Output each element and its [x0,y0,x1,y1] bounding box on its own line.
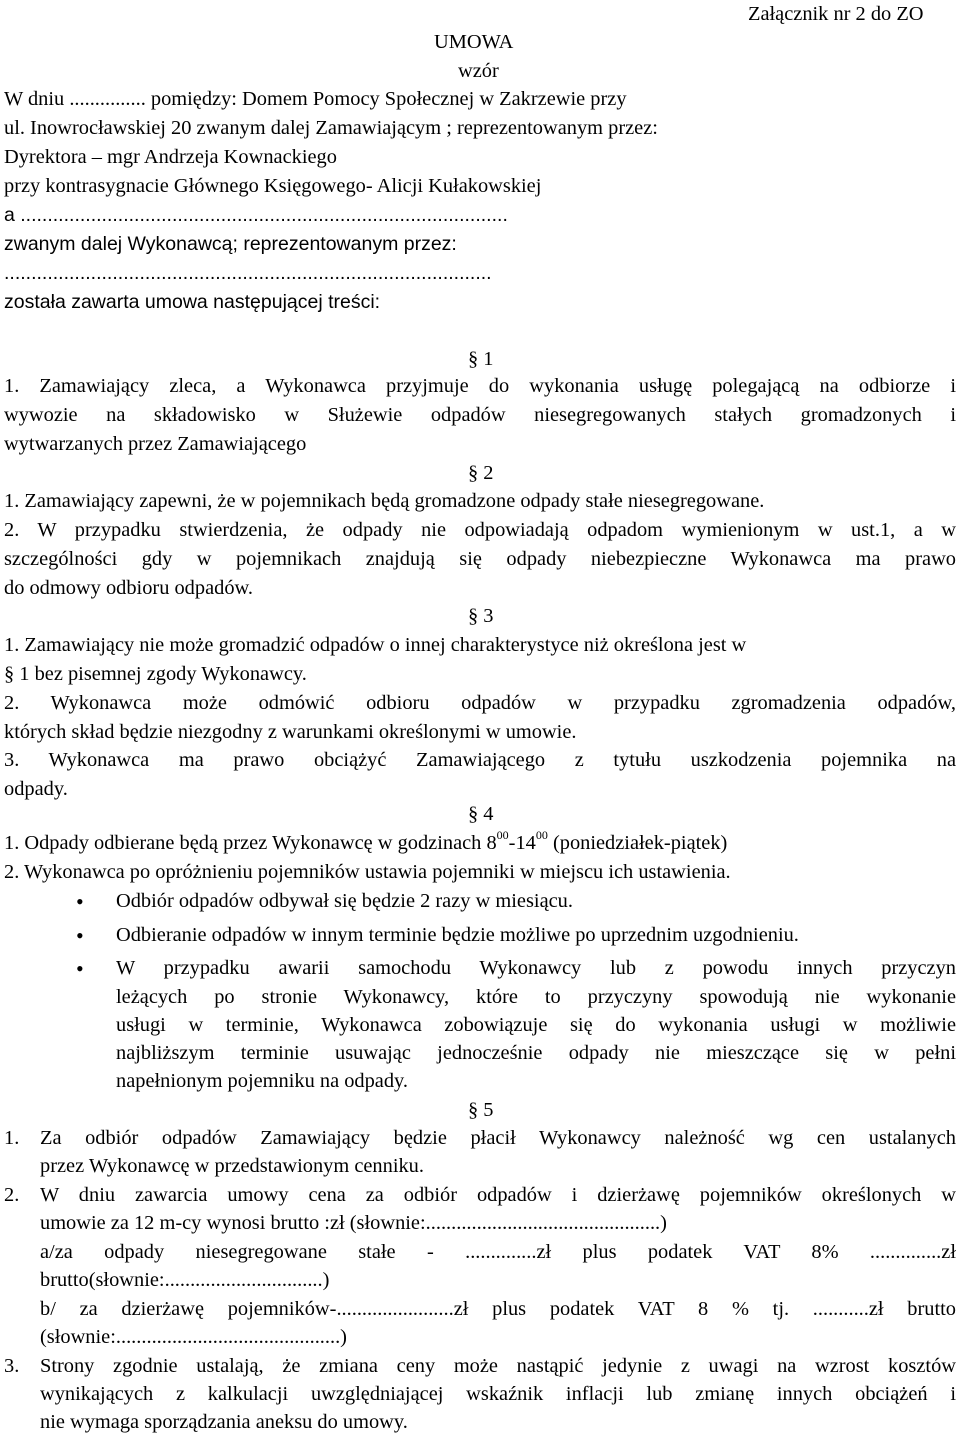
intro-line: Dyrektora – mgr Andrzeja Kownackiego [4,146,337,168]
intro-line: zwanym dalej Wykonawcą; reprezentowanym przez: [4,233,457,255]
paragraph-line: do odmowy odbioru odpadów. [4,577,254,599]
section-heading: § 2 [468,462,494,484]
price-line: b/ za dzierżawę pojemników-.......................zł plus podatek VAT 8 % tj. ...........zł brutto [40,1298,956,1320]
paragraph-line: 2. W przypadku stwierdzenia, że odpady nie odpowiadają odpadom wymienionym w ust.1, a w [4,519,956,541]
bullet-icon: • [76,889,84,914]
annex-label: Załącznik nr 2 do ZO [748,3,924,25]
paragraph-line: Za odbiór odpadów Zamawiający będzie płacił Wykonawcy należność wg cen ustalanych [40,1127,956,1149]
bullet-icon: • [76,923,84,948]
hours-text: -14 [508,832,536,854]
paragraph-line: § 1 bez pisemnej zgody Wykonawcy. [4,663,307,685]
paragraph-line: wynikających z kalkulacji uwzględniającej wskaźnik inflacji lub zmianę innych obciążeń i [40,1383,956,1405]
paragraph-line: 2. Wykonawca może odmówić odbioru odpadów w przypadku zgromadzenia odpadów, [4,692,956,714]
bullet-item-line: napełnionym pojemniku na odpady. [116,1070,409,1092]
paragraph-line: przez Wykonawcę w przedstawionym cenniku. [40,1155,424,1177]
section-heading: § 3 [468,605,494,627]
paragraph-line: odpady. [4,778,68,800]
hours-start-minutes: 00 [496,828,509,843]
bullet-item-line: usługi w terminie, Wykonawca zobowiązuje się do wykonania usługi w możliwie [116,1014,956,1036]
paragraph-line: W dniu zawarcia umowy cena za odbiór odpadów i dzierżawę pojemników określonych w [40,1184,956,1206]
section-heading: § 5 [468,1099,494,1121]
paragraph-line: 1. Zamawiający zapewni, że w pojemnikach będą gromadzone odpady stałe niesegregowane. [4,490,765,512]
intro-line: W dniu ............... pomiędzy: Domem Pomocy Społecznej w Zakrzewie przy [4,88,627,110]
intro-line: została zawarta umowa następującej treści: [4,291,381,313]
price-line: brutto(słownie:...............................) [40,1269,330,1291]
paragraph-line: których skład będzie niezgodny z warunkami określonymi w umowie. [4,721,577,743]
paragraph-line: 1. Zamawiający zleca, a Wykonawca przyjmuje do wykonania usługę polegającą na odbiorze i [4,375,956,397]
hours-end-minutes: 00 [535,828,548,843]
paragraph-line: wywozie na składowisko w Służewie odpadów niesegregowanych stałych gromadzonych i [4,404,956,426]
bullet-item: Odbiór odpadów odbywał się będzie 2 razy w miesiącu. [116,890,573,912]
price-line: umowie za 12 m-cy wynosi brutto :zł (słownie:..............................................) [40,1212,667,1234]
hours-text: (poniedziałek-piątek) [547,832,728,854]
paragraph-line: 2. Wykonawca po opróżnieniu pojemników ustawia pojemniki w miejscu ich ustawienia. [4,861,731,883]
paragraph-line: szczególności gdy w pojemnikach znajdują się odpady niebezpieczne Wykonawca ma prawo [4,548,956,570]
representative-blank: .......................................................................................... [4,262,492,284]
bullet-item-line: leżących po stronie Wykonawcy, które to przyczyny spowodują nie wykonanie [116,986,956,1008]
contractor-blank: a .......................................................................................... [4,204,508,226]
bullet-icon: • [76,956,84,981]
intro-line: ul. Inowrocławskiej 20 zwanym dalej Zamawiającym ; reprezentowanym przez: [4,117,658,139]
price-line: a/za odpady niesegregowane stałe - ..............zł plus podatek VAT 8% ..............zł [40,1241,956,1263]
section-heading: § 1 [468,348,494,370]
document-subtitle: wzór [458,60,499,82]
hours-text: 1. Odpady odbierane będą przez Wykonawcę w godzinach 8 [4,832,497,854]
price-line: (słownie:............................................) [40,1326,347,1348]
bullet-item: Odbieranie odpadów w innym terminie będzie możliwe po uprzednim uzgodnieniu. [116,924,799,946]
paragraph-line: Strony zgodnie ustalają, że zmiana ceny może nastąpić jedynie z uwagi na wzrost kosztów [40,1355,956,1377]
paragraph-line [4,829,727,858]
item-number: 3. [4,1355,20,1377]
item-number: 2. [4,1184,20,1206]
paragraph-line: nie wymaga sporządzania aneksu do umowy. [40,1411,408,1433]
bullet-item-line: najbliższym terminie usuwając jednocześnie odpady nie mieszczące się w pełni [116,1042,956,1064]
bullet-item-line: W przypadku awarii samochodu Wykonawcy lub z powodu innych przyczyn [116,957,956,979]
paragraph-line: wytwarzanych przez Zamawiającego [4,433,307,455]
paragraph-line: 1. Zamawiający nie może gromadzić odpadów o innej charakterystyce niż określona jest w [4,634,747,656]
paragraph-line: 3. Wykonawca ma prawo obciążyć Zamawiającego z tytułu uszkodzenia pojemnika na [4,749,956,771]
item-number: 1. [4,1127,20,1149]
section-heading: § 4 [468,803,494,825]
intro-line: przy kontrasygnacie Głównego Księgowego- Alicji Kułakowskiej [4,175,542,197]
document-title: UMOWA [434,31,514,53]
